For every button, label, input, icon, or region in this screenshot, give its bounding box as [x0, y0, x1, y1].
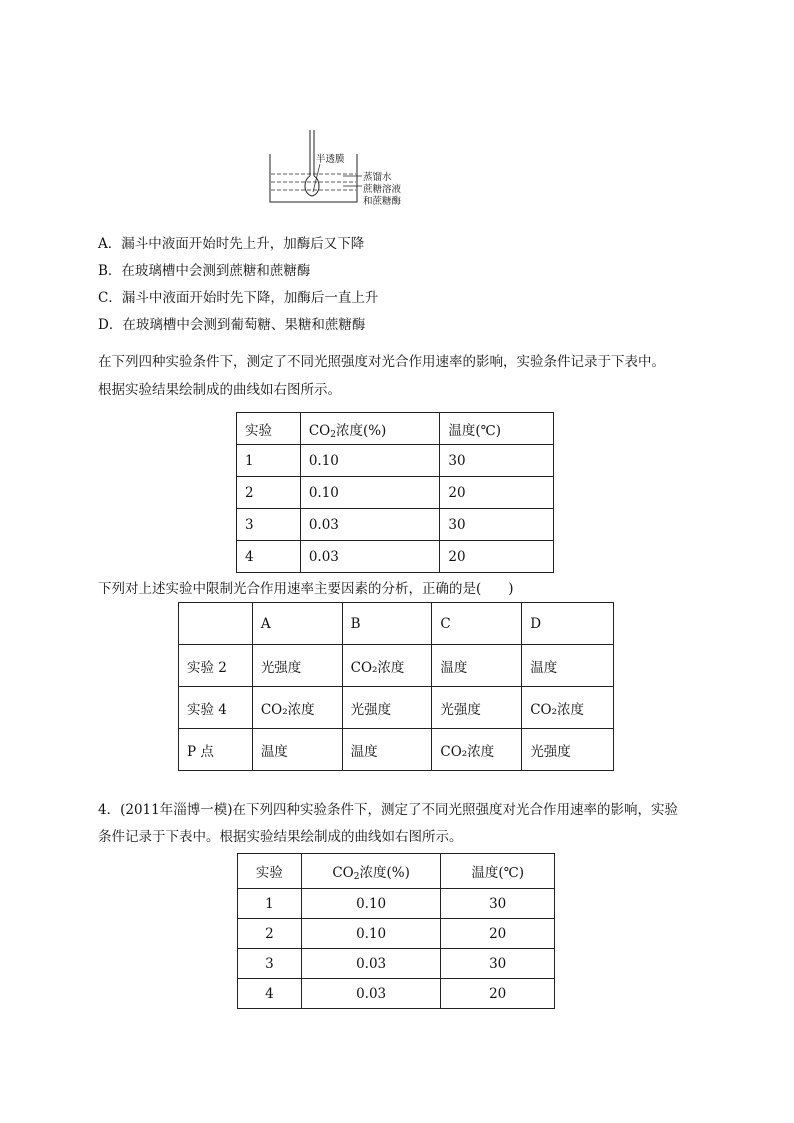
table-row — [179, 687, 614, 729]
cell-choice-a: 温度 — [252, 729, 342, 771]
header-blank — [179, 603, 253, 645]
cell-temp: 30 — [440, 445, 554, 477]
cell-co2: 0.03 — [301, 949, 441, 979]
label-membrane: 半透膜 — [316, 154, 345, 165]
conditions-table-1 — [236, 412, 554, 573]
table-header-row — [237, 413, 554, 445]
label-enzyme: 和蔗糖酶 — [363, 196, 402, 207]
label-solution: 蔗糖溶液 — [363, 184, 402, 195]
cell-co2: 0.03 — [300, 541, 440, 573]
cell-temp: 30 — [441, 889, 555, 919]
cell-co2: 0.10 — [300, 477, 440, 509]
cell-exp: 1 — [238, 889, 302, 919]
header-co2: $CO_2$浓度(%) — [300, 413, 440, 445]
row-label: P 点 — [179, 729, 253, 771]
cell-choice-d: 温度 — [522, 645, 614, 687]
cell-temp: 30 — [440, 509, 554, 541]
answer-choices-table — [178, 602, 614, 771]
cell-choice-b: 温度 — [342, 729, 432, 771]
header-experiment: 实验 — [237, 413, 301, 445]
cell-temp: 20 — [441, 919, 555, 949]
header-temp: 温度(℃) — [440, 413, 554, 445]
cell-co2: 0.10 — [300, 445, 440, 477]
table-row — [179, 729, 614, 771]
cell-exp: 3 — [238, 949, 302, 979]
intro-line-1: 在下列四种实验条件下，测定了不同光照强度对光合作用速率的影响，实验条件记录于下表中。 — [98, 354, 665, 370]
header-choice-c: C — [432, 603, 522, 645]
table-row — [238, 919, 555, 949]
label-water: 蒸馏水 — [363, 172, 392, 183]
cell-choice-c: CO₂浓度 — [432, 729, 522, 771]
cell-exp: 1 — [237, 445, 301, 477]
table-row — [179, 645, 614, 687]
cell-co2: 0.03 — [301, 979, 441, 1009]
table-row — [238, 979, 555, 1009]
cell-choice-a: CO₂浓度 — [252, 687, 342, 729]
header-co2: $CO_2$浓度(%) — [301, 854, 441, 889]
table-row — [238, 889, 555, 919]
q4-line-2: 条件记录于下表中。根据实验结果绘制成的曲线如右图所示。 — [98, 829, 463, 845]
cell-exp: 4 — [237, 541, 301, 573]
cell-co2: 0.03 — [300, 509, 440, 541]
table-row — [237, 509, 554, 541]
question-text: 下列对上述实验中限制光合作用速率主要因素的分析，正确的是( ) — [98, 581, 514, 597]
header-choice-a: A — [252, 603, 342, 645]
table-row — [238, 949, 555, 979]
table-row — [237, 477, 554, 509]
table-header-row — [238, 854, 555, 889]
option-a: A．漏斗中液面开始时先上升，加酶后又下降 — [98, 236, 365, 252]
row-label: 实验 2 — [179, 645, 253, 687]
header-choice-d: D — [522, 603, 614, 645]
conditions-table-2 — [237, 853, 555, 1009]
cell-choice-a: 光强度 — [252, 645, 342, 687]
cell-exp: 2 — [238, 919, 302, 949]
cell-co2: 0.10 — [301, 919, 441, 949]
cell-exp: 4 — [238, 979, 302, 1009]
header-temp: 温度(℃) — [441, 854, 555, 889]
cell-temp: 20 — [440, 477, 554, 509]
cell-temp: 20 — [441, 979, 555, 1009]
cell-choice-b: CO₂浓度 — [342, 645, 432, 687]
cell-choice-d: 光强度 — [522, 729, 614, 771]
option-c: C．漏斗中液面开始时先下降，加酶后一直上升 — [98, 290, 379, 306]
osmosis-diagram — [265, 128, 415, 208]
cell-exp: 3 — [237, 509, 301, 541]
cell-exp: 2 — [237, 477, 301, 509]
intro-line-2: 根据实验结果绘制成的曲线如右图所示。 — [98, 382, 341, 398]
cell-choice-d: CO₂浓度 — [522, 687, 614, 729]
cell-choice-c: 温度 — [432, 645, 522, 687]
cell-choice-b: 光强度 — [342, 687, 432, 729]
cell-choice-c: 光强度 — [432, 687, 522, 729]
option-d: D．在玻璃槽中会测到葡萄糖、果糖和蔗糖酶 — [98, 317, 366, 333]
option-b: B．在玻璃槽中会测到蔗糖和蔗糖酶 — [98, 263, 311, 279]
header-experiment: 实验 — [238, 854, 302, 889]
cell-temp: 20 — [440, 541, 554, 573]
cell-temp: 30 — [441, 949, 555, 979]
q4-line-1: 4．(2011年淄博一模)在下列四种实验条件下，测定了不同光照强度对光合作用速率的影响，实验 — [98, 802, 678, 818]
cell-co2: 0.10 — [301, 889, 441, 919]
table-row — [237, 541, 554, 573]
row-label: 实验 4 — [179, 687, 253, 729]
table-header-row — [179, 603, 614, 645]
table-row — [237, 445, 554, 477]
header-choice-b: B — [342, 603, 432, 645]
